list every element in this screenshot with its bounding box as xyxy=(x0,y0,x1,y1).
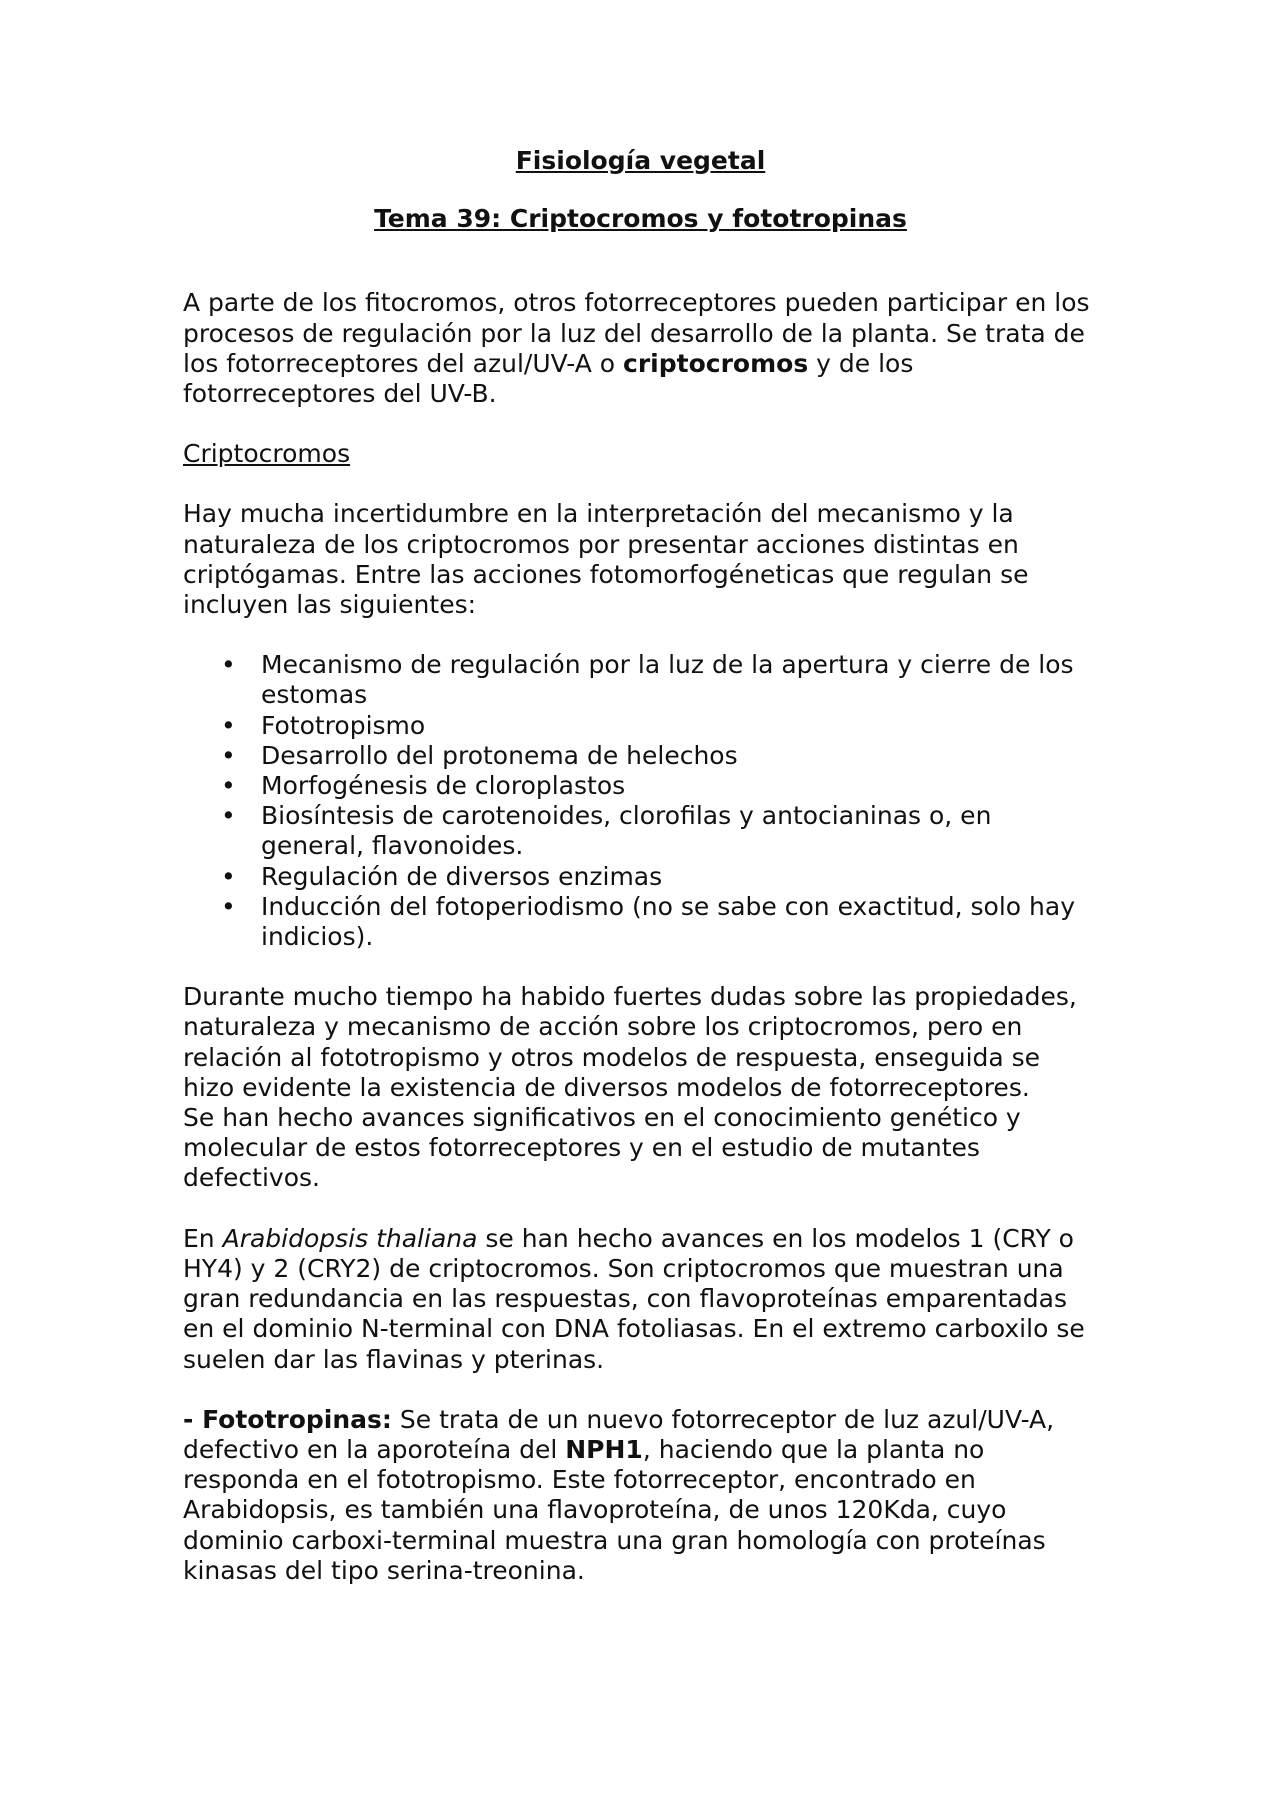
bullet-icon: • xyxy=(221,771,236,801)
paragraph-5-text: se han hecho avances en los modelos 1 (CRY o HY4) y 2 (CRY2) de criptocromos. Son criptocromos que muestran una gran redundancia en las respuestas, con flavoproteínas emparentadas en el dominio N-terminal con DNA fotoliasas. En el extremo carboxilo se suelen dar las flavinas y pterinas. xyxy=(183,1223,1085,1374)
document-title: Fisiología vegetal xyxy=(515,146,766,175)
list-item xyxy=(183,771,1098,801)
list-item-text: Inducción del fotoperiodismo (no se sabe con exactitud, solo hay indicios). xyxy=(261,891,1075,952)
list-item-text: Regulación de diversos enzimas xyxy=(261,861,663,891)
list-item xyxy=(183,711,1098,741)
list-item-text: Desarrollo del protonema de helechos xyxy=(261,740,738,770)
bullet-list xyxy=(183,650,1098,952)
paragraph-6-text-2: , haciendo que la planta no responda en el fototropismo. Este fotorreceptor, encontrado en Arabidopsis, es también una flavoproteína, de unos 120Kda, cuyo dominio carboxi-terminal muestra una gran homología con proteínas kinasas del tipo serina-treonina. xyxy=(183,1434,1046,1585)
section-heading: Criptocromos xyxy=(183,439,351,469)
bullet-icon: • xyxy=(221,891,236,921)
paragraph-5 xyxy=(183,1224,1098,1375)
paragraph-5-prefix: En xyxy=(183,1223,223,1253)
bullet-icon: • xyxy=(221,650,236,680)
list-item-text: Fototropismo xyxy=(261,710,426,740)
intro-text-2: y de los fotorreceptores del UV-B. xyxy=(183,348,914,409)
document-subtitle: Tema 39: Criptocromos y fototropinas xyxy=(374,204,907,234)
list-item-text: Mecanismo de regulación por la luz de la apertura y cierre de los estomas xyxy=(261,650,1074,710)
bullet-icon: • xyxy=(221,710,236,740)
list-item xyxy=(183,801,1098,861)
fototropinas-label: - Fototropinas: xyxy=(183,1404,392,1434)
paragraph-6 xyxy=(183,1405,1098,1586)
bullet-icon: • xyxy=(221,801,236,831)
paragraph-2: Hay mucha incertidumbre en la interpretación del mecanismo y la naturaleza de los criptocromos por presentar acciones distintas en criptógamas. Entre las acciones fotomorfogéneticas que regulan se incluyen las siguientes: xyxy=(183,499,1029,620)
list-item xyxy=(183,741,1098,771)
bullet-icon: • xyxy=(221,740,236,770)
bullet-icon: • xyxy=(221,861,236,891)
intro-paragraph xyxy=(183,288,1098,409)
species-name: Arabidopsis thaliana xyxy=(222,1223,478,1253)
paragraph-6-text-1: Se trata de un nuevo fotorreceptor de luz azul/UV-A, defectivo en la aporoteína del xyxy=(183,1404,1055,1464)
nph1-term: NPH1 xyxy=(565,1434,643,1464)
list-item xyxy=(183,650,1098,710)
list-item xyxy=(183,892,1098,952)
list-item xyxy=(183,862,1098,892)
list-item-text: Morfogénesis de cloroplastos xyxy=(261,771,626,801)
list-item-text: Biosíntesis de carotenoides, clorofilas y antocianinas o, en general, flavonoides. xyxy=(261,801,992,861)
paragraph-4: Se han hecho avances significativos en el conocimiento genético y molecular de estos fotorreceptores y en el estudio de mutantes defectivos. xyxy=(183,1103,1021,1193)
intro-text-1: A parte de los fitocromos, otros fotorreceptores pueden participar en los procesos de regulación por la luz del desarrollo de la planta. Se trata de los fotorreceptores del azul/UV-A o xyxy=(183,288,1090,378)
intro-bold-term: criptocromos xyxy=(623,348,809,378)
document-body xyxy=(183,146,1098,1586)
paragraph-3: Durante mucho tiempo ha habido fuertes dudas sobre las propiedades, naturaleza y mecanismo de acción sobre los criptocromos, pero en relación al fototropismo y otros modelos de respuesta, enseguida se hizo evidente la existencia de diversos modelos de fotorreceptores. xyxy=(183,982,1077,1102)
